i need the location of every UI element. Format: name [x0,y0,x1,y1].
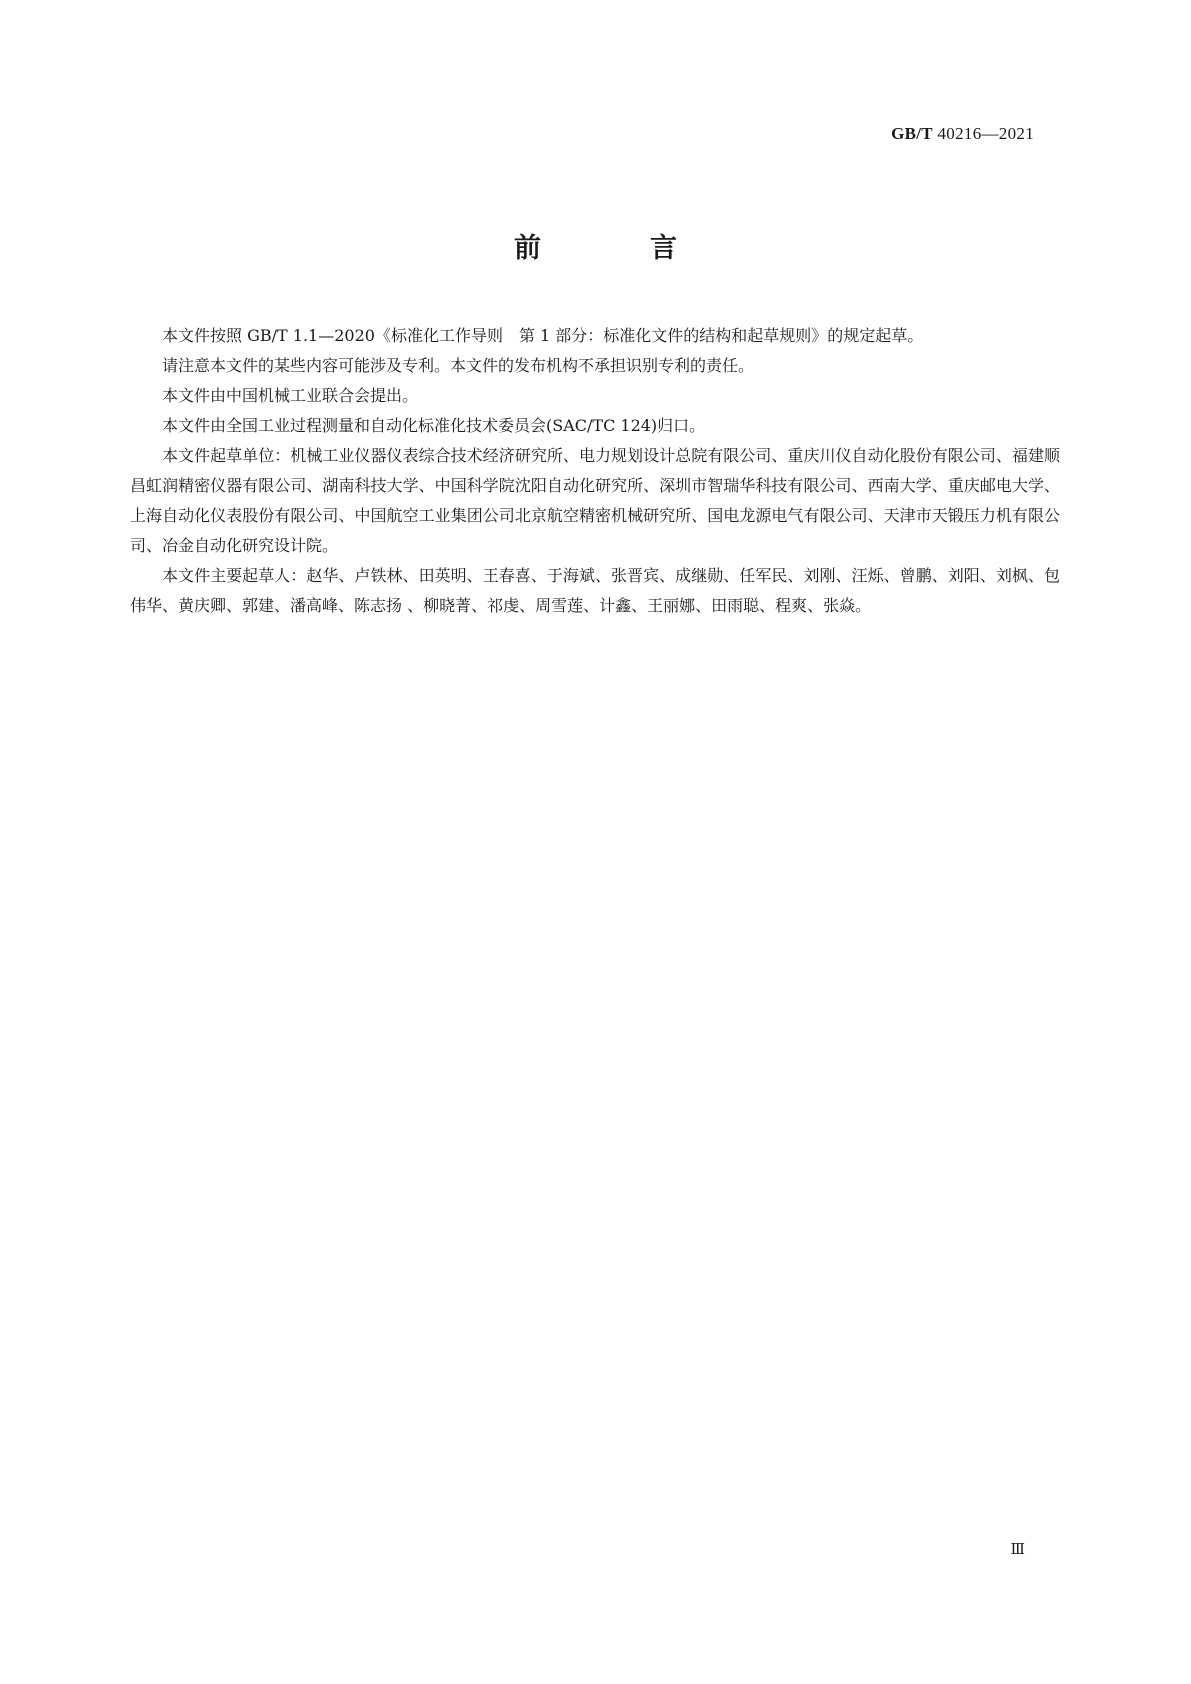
paragraph-drafting-rules: 本文件按照 GB/T 1.1—2020《标准化工作导则 第 1 部分：标准化文件的结构和起草规则》的规定起草。 [162,326,924,345]
standard-number [891,124,1034,144]
paragraph-proposer: 本文件由中国机械工业联合会提出。 [162,386,419,405]
standard-code: 40216—2021 [937,124,1034,143]
paragraph-drafting-units: 本文件起草单位：机械工业仪器仪表综合技术经济研究所、电力规划设计总院有限公司、重庆川仪自动化股份有限公司、福建顺昌虹润精密仪器有限公司、湖南科技大学、中国科学院沈阳自动化研究所、深圳市智瑞华科技有限公司、西南大学、重庆邮电大学、上海自动化仪表股份有限公司、中国航空工业集团公司北京航空精密机械研究所、国电龙源电气有限公司、天津市天锻压力机有限公司、冶金自动化研究设计院。 [130,446,1060,555]
page-title: 前 言 [514,233,718,264]
paragraph-centralized-by: 本文件由全国工业过程测量和自动化标准化技术委员会(SAC/TC 124)归口。 [162,416,706,435]
paragraph-drafters: 本文件主要起草人：赵华、卢铁林、田英明、王春喜、于海斌、张晋宾、成继勋、任军民、刘刚、汪烁、曾鹏、刘阳、刘枫、包伟华、黄庆卿、郭建、潘高峰、陈志扬 、柳晓菁、祁虔、周雪莲、计鑫、王丽娜、田雨聪、程爽、张焱。 [130,566,1060,615]
page-number: Ⅲ [1010,1542,1025,1558]
foreword-body [130,321,1060,621]
paragraph-patent-notice: 请注意本文件的某些内容可能涉及专利。本文件的发布机构不承担识别专利的责任。 [162,356,755,375]
standard-prefix: GB/T [891,124,933,143]
